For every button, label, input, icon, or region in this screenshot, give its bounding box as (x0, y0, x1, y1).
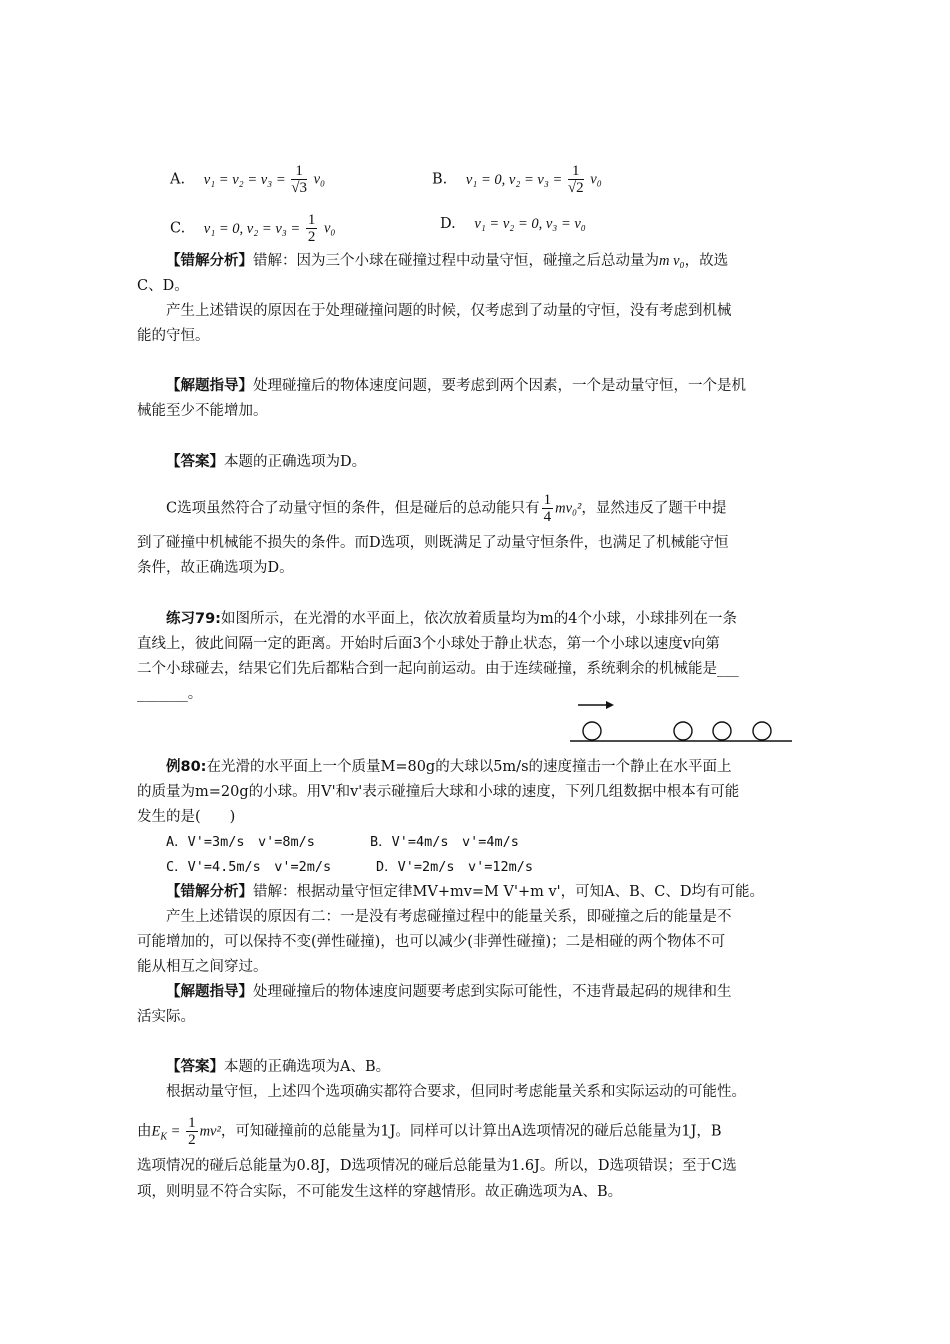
ex80-explain-line3: 选项情况的碰后总能量为0.8J，D选项情况的碰后总能量为1.6J。所以，D选项错误；至于C选 (137, 1158, 737, 1174)
text: 处理碰撞后的物体速度问题要考虑到实际可能性，不违背最起码的规律和生 (253, 984, 732, 1000)
text: 如图所示，在光滑的水平面上，依次放着质量均为m的4个小球，小球排列在一条 (220, 611, 737, 627)
ex79-line2: 直线上，彼此间隔一定的距离。开始时后面3个小球处于静止状态，第一个小球以速度v向第 (137, 636, 720, 652)
frac-den: 2 (188, 1132, 196, 1148)
option-d (440, 214, 586, 234)
text: 错解：因为三个小球在碰撞过程中动量守恒，碰撞之后总动量为 (253, 253, 659, 269)
frac-num: 1 (543, 492, 552, 508)
ex80-line2: 的质量为m=20g的小球。用V'和v'表示碰撞后大球和小球的速度，下列几组数据中根本有可能 (137, 784, 740, 800)
ball-1 (583, 722, 601, 740)
option-expr: v₁ = v₂ = v₃ = (203, 171, 290, 188)
option-label: D. (440, 216, 456, 232)
section-tag: 练习79: (166, 611, 221, 627)
ball-3 (713, 722, 731, 740)
text: 由 (137, 1123, 152, 1140)
option-tail: v₀ (313, 171, 326, 188)
frac-num: 1 (307, 212, 316, 228)
frac-num: 1 (188, 1115, 196, 1131)
text: C选项虽然符合了动量守恒的条件，但是碰后的总动能只有 (166, 500, 540, 517)
frac-num: 1 (291, 163, 307, 180)
frac-den: 2 (307, 229, 316, 245)
ex80-explain-line4: 项，则明显不符合实际，不可能发生这样的穿越情形。故正确选项为A、B。 (137, 1184, 623, 1200)
option-expr: v₁ = v₂ = 0, v₃ = v₀ (474, 216, 586, 232)
math: m v₀ (659, 253, 685, 269)
fraction (291, 163, 307, 196)
option-label: A. (170, 171, 186, 188)
section-tag: 【错解分析】 (166, 884, 253, 900)
ex80-option-a: A．V'=3m/s v'=8m/s (166, 834, 315, 850)
option-a (170, 163, 325, 196)
ex79-line1 (166, 609, 737, 629)
text: 本题的正确选项为D。 (224, 454, 367, 470)
ex79-line3: 二个小球碰去，结果它们先后都粘合到一起向前运动。由于连续碰撞，系统剩余的机械能是___ (137, 661, 739, 677)
option-tail: v₀ (323, 220, 336, 237)
q78-answer (166, 452, 366, 472)
option-c (170, 212, 335, 245)
q78-explain-line2: 到了碰撞中机械能不损失的条件。而D选项，则既满足了动量守恒条件，也满足了机械能守恒 (137, 535, 729, 551)
ball-2 (674, 722, 692, 740)
ex80-line3: 发生的是( ) (137, 809, 236, 825)
text: 本题的正确选项为A、B。 (224, 1059, 391, 1075)
q78-explain-line1 (166, 492, 726, 525)
section-tag: 【解题指导】 (166, 984, 253, 1000)
ex80-reason-line3: 能从相互之间穿过。 (137, 959, 268, 975)
frac-den: 4 (543, 509, 552, 525)
q78-wrong-line1 (166, 251, 728, 271)
q78-reason-line1: 产生上述错误的原因在于处理碰撞问题的时候，仅考虑到了动量的守恒，没有考虑到机械 (166, 303, 732, 319)
q78-guide-line1 (166, 376, 746, 396)
ex80-option-b: B．V'=4m/s v'=4m/s (370, 834, 519, 850)
frac-den: √2 (567, 180, 584, 196)
ex80-wrong (166, 882, 764, 902)
frac-num: 1 (568, 163, 584, 180)
q78-reason-line2: 能的守恒。 (137, 328, 210, 344)
frac-den: √3 (291, 180, 307, 196)
option-expr: v₁ = 0, v₂ = v₃ = (465, 171, 566, 188)
section-tag: 【答案】 (166, 454, 224, 470)
text: 处理碰撞后的物体速度问题，要考虑到两个因素，一个是动量守恒，一个是机 (253, 378, 746, 394)
ex80-line1 (166, 757, 732, 777)
q78-explain-line3: 条件，故正确选项为D。 (137, 560, 294, 576)
option-label: B. (432, 171, 448, 188)
option-label: C. (170, 220, 186, 237)
section-tag: 【错解分析】 (166, 253, 253, 269)
q78-wrong-line2: C、D。 (137, 278, 189, 294)
section-tag: 【解题指导】 (166, 378, 253, 394)
ex79-line4: _______。 (137, 686, 203, 702)
fraction (568, 163, 584, 196)
text: 错解：根据动量守恒定律MV+mv=M V'+m v'，可知A、B、C、D均有可能。 (253, 884, 765, 900)
q78-guide-line2: 械能至少不能增加。 (137, 403, 268, 419)
ex80-option-c: C．V'=4.5m/s v'=2m/s (166, 859, 332, 875)
ex80-explain-line1: 根据动量守恒，上述四个选项确实都符合要求，但同时考虑能量关系和实际运动的可能性。 (166, 1084, 746, 1100)
math-sub: K (160, 1131, 168, 1143)
ex80-reason-line2: 可能增加的，可以保持不变(弹性碰撞)，也可以减少(非弹性碰撞)；二是相碰的两个物体不可 (137, 934, 726, 950)
math: mv₀² (555, 500, 582, 517)
text: ，显然违反了题干中提 (581, 500, 727, 517)
ex80-answer (166, 1057, 390, 1077)
arrow-head (606, 701, 614, 709)
fraction (542, 492, 554, 525)
ex80-reason-line1: 产生上述错误的原因有二：一是没有考虑碰撞过程中的能量关系，即碰撞之后的能量是不 (166, 909, 732, 925)
ex80-option-d: D．V'=2m/s v'=12m/s (376, 859, 534, 875)
fraction (186, 1115, 198, 1148)
text: ，可知碰撞前的总能量为1J。同样可以计算出A选项情况的碰后总能量为1J，B (220, 1123, 722, 1140)
ball-4 (753, 722, 771, 740)
math: mv² (199, 1123, 221, 1140)
ex80-explain-line2: 由$E_K$ = $\frac{1}{2}$ mv²，可知碰撞前的总能量为1J。同样可以计算出A选项情况的碰后总能量为1J，B (137, 1115, 722, 1148)
ex80-guide-line2: 活实际。 (137, 1009, 195, 1025)
text: 在光滑的水平面上一个质量M=80g的大球以5m/s的速度撞击一个静止在水平面上 (206, 759, 732, 775)
math: E (151, 1123, 161, 1140)
text: ，故选 (684, 253, 729, 269)
fraction (306, 212, 318, 245)
balls-figure (570, 695, 800, 747)
ex80-guide-line1 (166, 982, 732, 1002)
option-b (432, 163, 602, 196)
option-tail: v₀ (590, 171, 602, 188)
section-tag: 例80: (166, 759, 207, 775)
section-tag: 【答案】 (166, 1059, 224, 1075)
option-expr: v₁ = 0, v₂ = v₃ = (203, 220, 304, 237)
